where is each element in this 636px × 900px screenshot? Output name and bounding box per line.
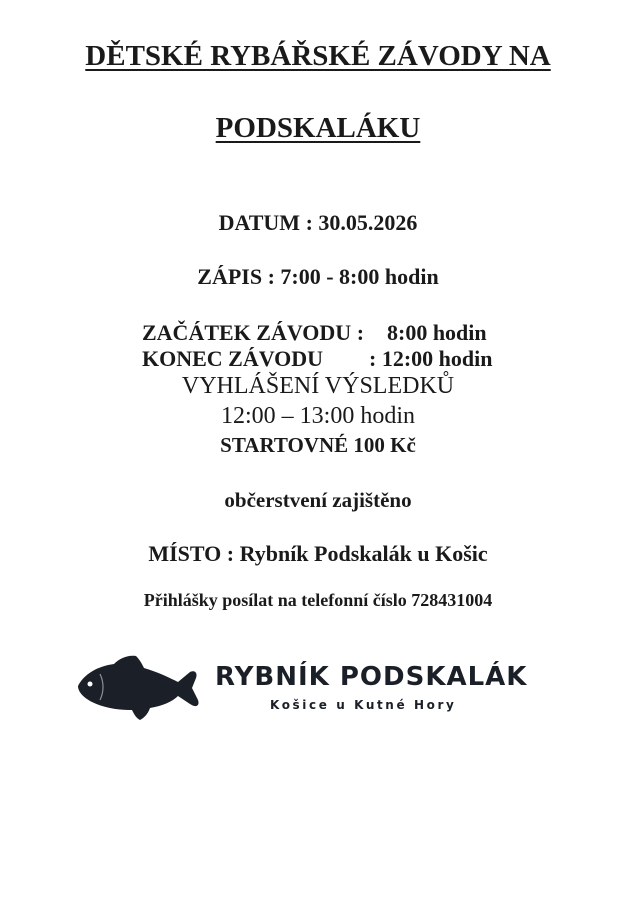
results-label: VYHLÁŠENÍ VÝSLEDKŮ (181, 373, 455, 399)
poster-title-line-1: DĚTSKÉ RYBÁŘSKÉ ZÁVODY NA (85, 40, 551, 72)
registration-contact: Přihlášky posílat na telefonní číslo 728431004 (143, 590, 493, 610)
event-date: DATUM : 30.05.2026 (218, 210, 418, 235)
end-label: KONEC ZÁVODU (142, 346, 324, 371)
event-place: MÍSTO : Rybník Podskalák u Košic (148, 541, 488, 566)
registration-time: ZÁPIS : 7:00 - 8:00 hodin (197, 264, 439, 289)
carp-fish-icon (74, 652, 204, 724)
end-time: : 12:00 hodin (369, 346, 493, 371)
results-time: 12:00 – 13:00 hodin (220, 403, 415, 429)
poster-title-line-2: PODSKALÁKU (215, 112, 421, 144)
refreshments-note: občerstvení zajištěno (224, 488, 412, 512)
logo-name: RYBNÍK PODSKALÁK (215, 662, 528, 692)
logo-subtitle: Košice u Kutné Hory (270, 698, 457, 712)
start-label: ZAČÁTEK ZÁVODU : (142, 320, 365, 345)
start-time: 8:00 hodin (387, 320, 487, 345)
entry-fee: STARTOVNÉ 100 Kč (220, 433, 416, 457)
